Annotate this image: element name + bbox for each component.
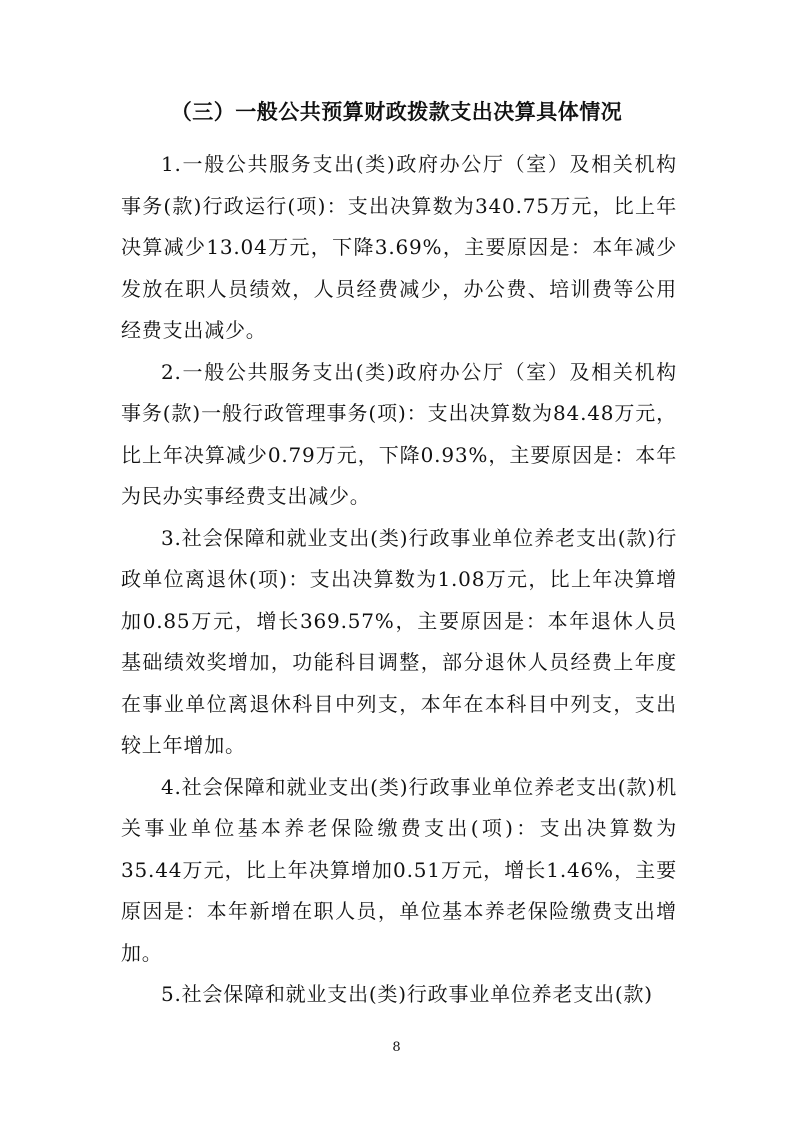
paragraph-4: 4.社会保障和就业支出(类)行政事业单位养老支出(款)机关事业单位基本养老保险缴费支出(项)：支出决算数为35.44万元，比上年决算增加0.51万元，增长1.46%，主要原因是：本年新增在职人员，单位基本养老保险缴费支出增加。 xyxy=(121,774,677,965)
paragraph-3: 3.社会保障和就业支出(类)行政事业单位养老支出(款)行政单位离退休(项)：支出决算数为1.08万元，比上年决算增加0.85万元，增长369.57%，主要原因是：本年退休人员基础绩效奖增加，功能科目调整，部分退休人员经费上年度在事业单位离退休科目中列支，本年在本科目中列支，支出较上年增加。 xyxy=(121,525,677,757)
section-heading: （三）一般公共预算财政拨款支出决算具体情况 xyxy=(170,100,623,124)
paragraph-5: 5.社会保障和就业支出(类)行政事业单位养老支出(款) xyxy=(161,982,653,1006)
page-number: 8 xyxy=(392,1040,401,1055)
paragraph-2: 2.一般公共服务支出(类)政府办公厅（室）及相关机构事务(款)一般行政管理事务(项)：支出决算数为84.48万元，比上年决算减少0.79万元，下降0.93%，主要原因是：本年为民办实事经费支出减少。 xyxy=(121,359,677,508)
paragraph-1: 1.一般公共服务支出(类)政府办公厅（室）及相关机构事务(款)行政运行(项)：支出决算数为340.75万元，比上年决算减少13.04万元，下降3.69%，主要原因是：本年减少发放在职人员绩效，人员经费减少，办公费、培训费等公用经费支出减少。 xyxy=(121,152,677,342)
body-text xyxy=(121,144,677,1016)
